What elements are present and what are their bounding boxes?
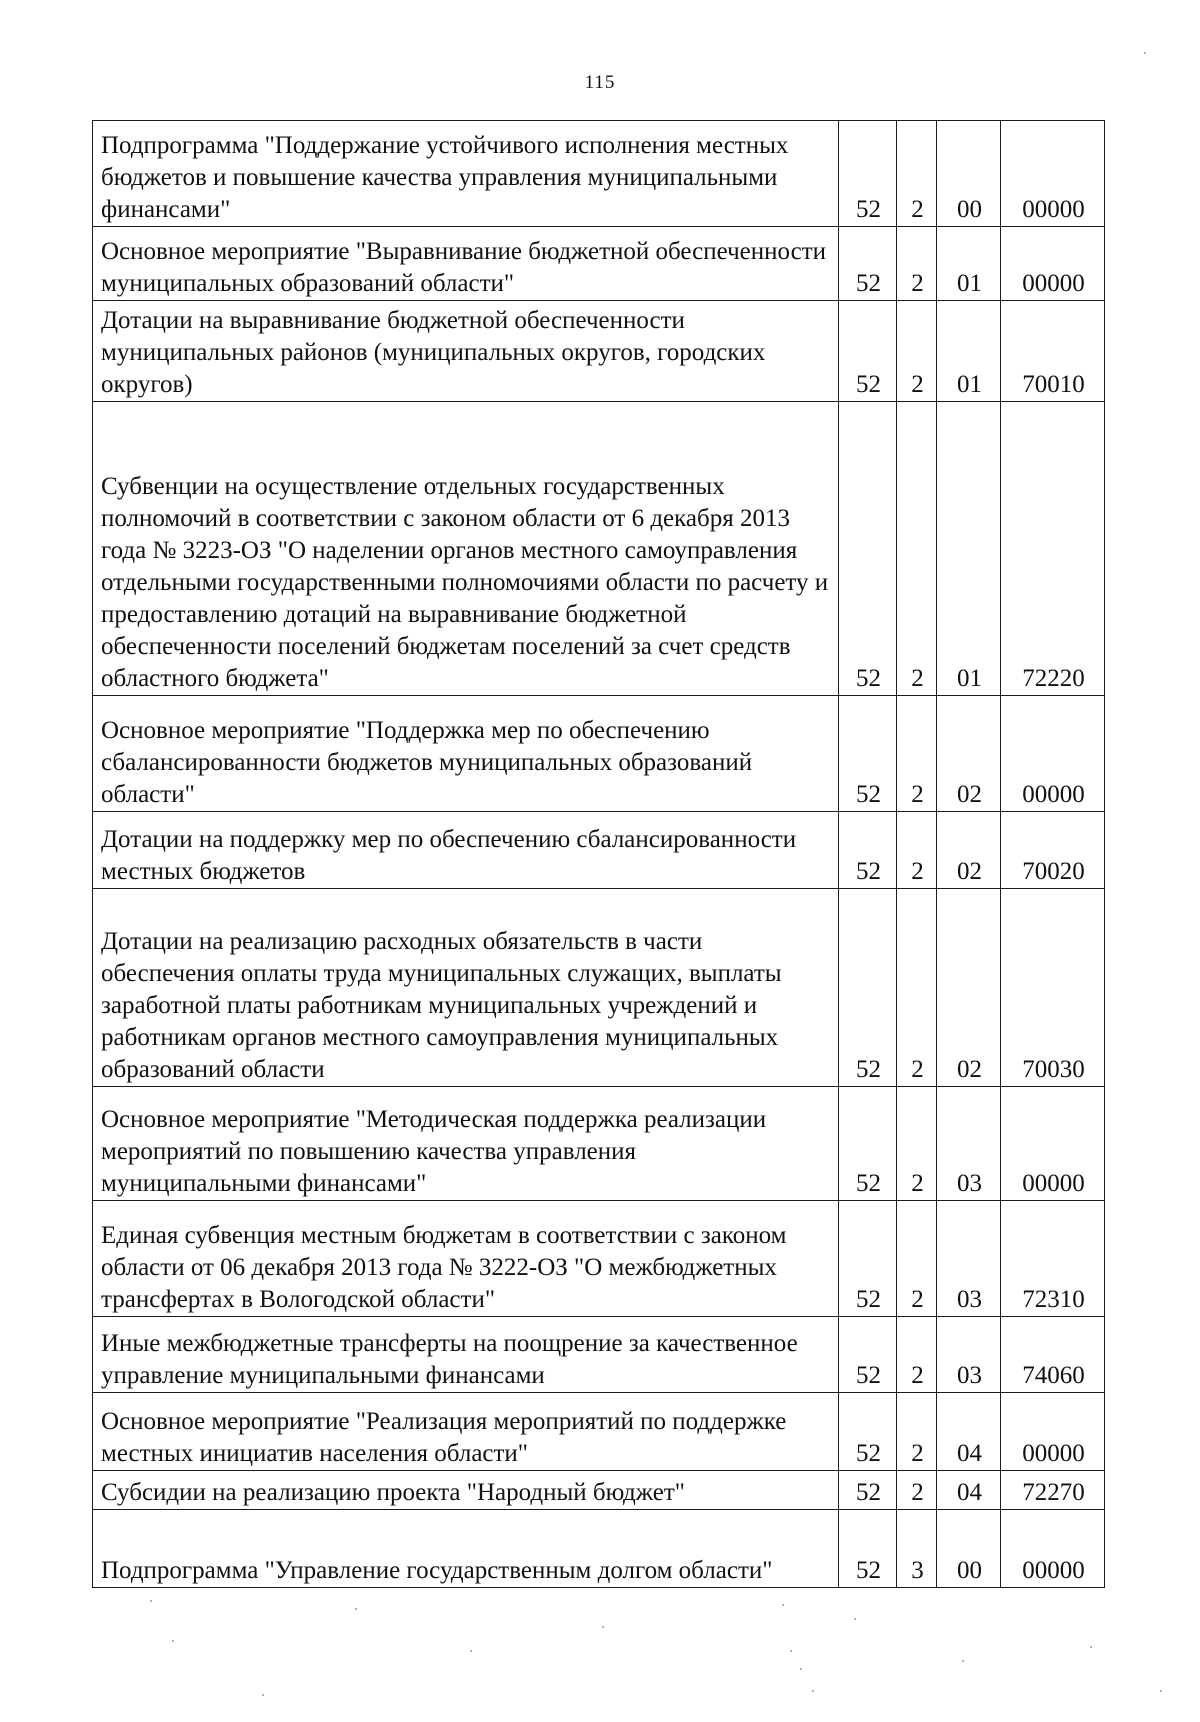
row-description: Основное мероприятие "Поддержка мер по обеспечению сбалансированности бюджетов муниципальных образований области": [93, 696, 839, 812]
table-row: [93, 402, 1105, 696]
code-subprogram: 2: [897, 1201, 937, 1317]
code-event: 04: [937, 1471, 1001, 1510]
code-direction: 72270: [1001, 1471, 1105, 1510]
code-subprogram: 2: [897, 301, 937, 402]
table-row: [93, 1510, 1105, 1588]
row-description: Подпрограмма "Управление государственным долгом области": [93, 1510, 839, 1588]
row-description: Иные межбюджетные трансферты на поощрение за качественное управление муниципальными финансами: [93, 1317, 839, 1393]
code-event: 02: [937, 889, 1001, 1087]
code-event: 00: [937, 121, 1001, 227]
table-row: [93, 227, 1105, 301]
code-subprogram: 2: [897, 1087, 937, 1201]
table-row: [93, 1393, 1105, 1471]
code-program: 52: [839, 402, 897, 696]
code-event: 02: [937, 696, 1001, 812]
table-row: [93, 1201, 1105, 1317]
code-event: 03: [937, 1317, 1001, 1393]
code-program: 52: [839, 1471, 897, 1510]
table-row: [93, 1317, 1105, 1393]
code-program: 52: [839, 696, 897, 812]
code-event: 02: [937, 812, 1001, 889]
row-description: Основное мероприятие "Реализация мероприятий по поддержке местных инициатив населения области": [93, 1393, 839, 1471]
code-event: 03: [937, 1087, 1001, 1201]
row-description: Подпрограмма "Поддержание устойчивого исполнения местных бюджетов и повышение качества управления муниципальными финансами": [93, 121, 839, 227]
code-direction: 00000: [1001, 227, 1105, 301]
row-description: Основное мероприятие "Методическая поддержка реализации мероприятий по повышению качества управления муниципальными финансами": [93, 1087, 839, 1201]
code-event: 03: [937, 1201, 1001, 1317]
code-program: 52: [839, 1393, 897, 1471]
code-event: 01: [937, 301, 1001, 402]
code-event: 04: [937, 1393, 1001, 1471]
budget-classification-table: [92, 120, 1105, 1588]
code-program: 52: [839, 1201, 897, 1317]
code-direction: 72310: [1001, 1201, 1105, 1317]
row-description: Субвенции на осуществление отдельных государственных полномочий в соответствии с законом области от 6 декабря 2013 года № 3223-ОЗ "О наделении органов местного самоуправления отдельными государственными полномочиями области по расчету и предоставлению дотаций на выравнивание бюджетной обеспеченности поселений бюджетам поселений за счет средств областного бюджета": [93, 402, 839, 696]
row-description: Дотации на поддержку мер по обеспечению сбалансированности местных бюджетов: [93, 812, 839, 889]
code-direction: 00000: [1001, 121, 1105, 227]
row-description: Единая субвенция местным бюджетам в соответствии с законом области от 06 декабря 2013 года № 3222-ОЗ "О межбюджетных трансфертах в Вологодской области": [93, 1201, 839, 1317]
code-program: 52: [839, 889, 897, 1087]
table-row: [93, 696, 1105, 812]
code-event: 01: [937, 227, 1001, 301]
row-description: Основное мероприятие "Выравнивание бюджетной обеспеченности муниципальных образований области": [93, 227, 839, 301]
code-program: 52: [839, 1510, 897, 1588]
table-row: [93, 301, 1105, 402]
code-direction: 00000: [1001, 696, 1105, 812]
code-direction: 70030: [1001, 889, 1105, 1087]
code-subprogram: 2: [897, 227, 937, 301]
table-row: [93, 1087, 1105, 1201]
table-row: [93, 1471, 1105, 1510]
code-direction: 00000: [1001, 1393, 1105, 1471]
code-direction: 70020: [1001, 812, 1105, 889]
table-row: [93, 121, 1105, 227]
code-program: 52: [839, 1087, 897, 1201]
row-description: Дотации на выравнивание бюджетной обеспеченности муниципальных районов (муниципальных округов, городских округов): [93, 301, 839, 402]
code-subprogram: 3: [897, 1510, 937, 1588]
code-subprogram: 2: [897, 402, 937, 696]
code-subprogram: 2: [897, 812, 937, 889]
code-program: 52: [839, 1317, 897, 1393]
table-row: [93, 812, 1105, 889]
code-direction: 00000: [1001, 1510, 1105, 1588]
code-program: 52: [839, 227, 897, 301]
code-event: 00: [937, 1510, 1001, 1588]
code-subprogram: 2: [897, 1317, 937, 1393]
code-program: 52: [839, 121, 897, 227]
code-subprogram: 2: [897, 1471, 937, 1510]
code-subprogram: 2: [897, 696, 937, 812]
code-direction: 74060: [1001, 1317, 1105, 1393]
row-description: Субсидии на реализацию проекта "Народный бюджет": [93, 1471, 839, 1510]
code-program: 52: [839, 812, 897, 889]
code-direction: 72220: [1001, 402, 1105, 696]
code-subprogram: 2: [897, 1393, 937, 1471]
code-event: 01: [937, 402, 1001, 696]
code-direction: 70010: [1001, 301, 1105, 402]
code-direction: 00000: [1001, 1087, 1105, 1201]
code-subprogram: 2: [897, 889, 937, 1087]
row-description: Дотации на реализацию расходных обязательств в части обеспечения оплаты труда муниципальных служащих, выплаты заработной платы работникам муниципальных учреждений и работникам органов местного самоуправления муниципальных образований области: [93, 889, 839, 1087]
table-row: [93, 889, 1105, 1087]
page-number: 115: [584, 72, 616, 93]
code-program: 52: [839, 301, 897, 402]
code-subprogram: 2: [897, 121, 937, 227]
